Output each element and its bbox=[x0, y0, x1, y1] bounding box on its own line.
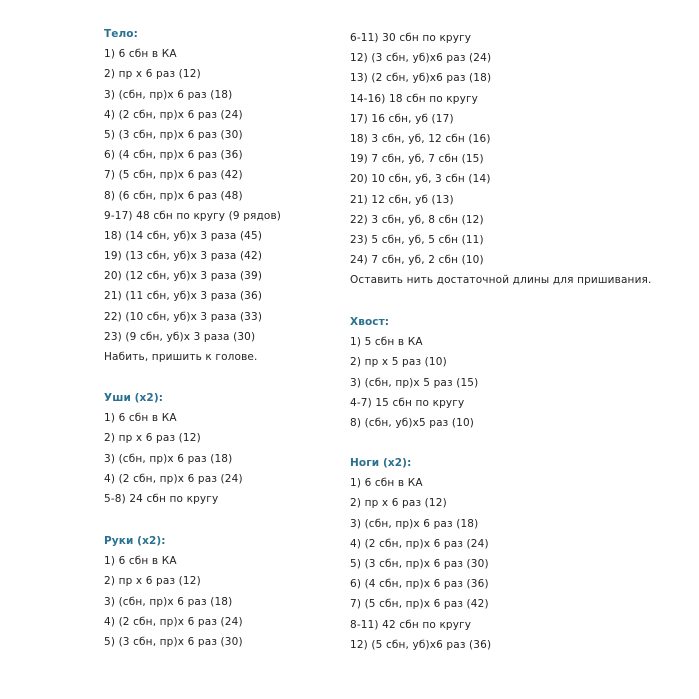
pattern-row: 2) пр х 6 раз (12) bbox=[104, 575, 201, 588]
pattern-row: 3) (сбн, пр)х 6 раз (18) bbox=[104, 88, 233, 101]
pattern-row: 5) (3 сбн, пр)х 6 раз (30) bbox=[104, 128, 243, 141]
pattern-row: 1) 6 сбн в КА bbox=[350, 477, 423, 490]
pattern-row: 12) (5 сбн, уб)х6 раз (36) bbox=[350, 638, 492, 651]
pattern-row: 18) (14 сбн, уб)х 3 раза (45) bbox=[104, 229, 263, 242]
pattern-row: 8-11) 42 сбн по кругу bbox=[350, 618, 472, 631]
pattern-row: 5-8) 24 сбн по кругу bbox=[104, 492, 219, 505]
pattern-row: 3) (сбн, пр)х 6 раз (18) bbox=[104, 595, 233, 608]
pattern-row: 21) 12 сбн, уб (13) bbox=[350, 193, 454, 206]
pattern-row: 9-17) 48 сбн по кругу (9 рядов) bbox=[104, 209, 282, 222]
pattern-row: 6-11) 30 сбн по кругу bbox=[350, 32, 472, 44]
section-arms bbox=[104, 531, 243, 652]
section-arms-continued bbox=[350, 28, 652, 290]
pattern-row: 8) (сбн, уб)х5 раз (10) bbox=[350, 416, 475, 429]
pattern-row: 18) 3 сбн, уб, 12 сбн (16) bbox=[350, 132, 491, 145]
pattern-row: 7) (5 сбн, пр)х 6 раз (42) bbox=[350, 598, 489, 611]
pattern-row: 5) (3 сбн, пр)х 6 раз (30) bbox=[104, 635, 243, 648]
pattern-row: 6) (4 сбн, пр)х 6 раз (36) bbox=[350, 578, 489, 591]
pattern-note: Оставить нить достаточной длины для пришивания. bbox=[350, 274, 652, 287]
pattern-row: 21) (11 сбн, уб)х 3 раза (36) bbox=[104, 290, 263, 303]
pattern-row: 5) (3 сбн, пр)х 6 раз (30) bbox=[350, 557, 489, 570]
pattern-row: 13) (2 сбн, уб)х6 раз (18) bbox=[350, 72, 492, 85]
pattern-row: 3) (сбн, пр)х 6 раз (18) bbox=[350, 517, 479, 530]
pattern-note: Набить, пришить к голове. bbox=[104, 351, 258, 363]
pattern-row: 8) (6 сбн, пр)х 6 раз (48) bbox=[104, 189, 243, 202]
pattern-row: 20) (12 сбн, уб)х 3 раза (39) bbox=[104, 270, 263, 283]
section-title: Ноги (х2): bbox=[350, 457, 412, 469]
section-tail bbox=[350, 312, 478, 433]
pattern-row: 23) 5 сбн, уб, 5 сбн (11) bbox=[350, 233, 484, 246]
section-title: Руки (х2): bbox=[104, 535, 166, 547]
pattern-row: 3) (сбн, пр)х 5 раз (15) bbox=[350, 376, 479, 389]
section-title: Хвост: bbox=[350, 316, 390, 328]
pattern-row: 2) пр х 6 раз (12) bbox=[104, 432, 201, 445]
section-title: Тело: bbox=[104, 28, 138, 40]
pattern-row: 14-16) 18 сбн по кругу bbox=[350, 92, 478, 105]
pattern-row: 19) (13 сбн, уб)х 3 раза (42) bbox=[104, 250, 263, 263]
pattern-row: 4) (2 сбн, пр)х 6 раз (24) bbox=[104, 615, 243, 628]
pattern-row: 17) 16 сбн, уб (17) bbox=[350, 112, 454, 125]
pattern-row: 19) 7 сбн, уб, 7 сбн (15) bbox=[350, 153, 484, 166]
pattern-row: 1) 6 сбн в КА bbox=[104, 555, 177, 568]
pattern-row: 2) пр х 6 раз (12) bbox=[104, 68, 201, 81]
pattern-row: 2) пр х 6 раз (12) bbox=[350, 497, 447, 510]
pattern-row: 4) (2 сбн, пр)х 6 раз (24) bbox=[104, 472, 243, 485]
pattern-row: 1) 6 сбн в КА bbox=[104, 412, 177, 425]
section-ears bbox=[104, 388, 243, 509]
pattern-row: 1) 5 сбн в КА bbox=[350, 336, 423, 349]
section-body bbox=[104, 24, 281, 367]
pattern-row: 4) (2 сбн, пр)х 6 раз (24) bbox=[104, 108, 243, 121]
pattern-row: 20) 10 сбн, уб, 3 сбн (14) bbox=[350, 173, 491, 186]
pattern-row: 6) (4 сбн, пр)х 6 раз (36) bbox=[104, 149, 243, 162]
section-title: Уши (х2): bbox=[104, 392, 164, 404]
pattern-row: 23) (9 сбн, уб)х 3 раза (30) bbox=[104, 330, 256, 343]
pattern-row: 24) 7 сбн, уб, 2 сбн (10) bbox=[350, 254, 484, 267]
section-legs bbox=[350, 453, 491, 655]
pattern-row: 1) 6 сбн в КА bbox=[104, 48, 177, 61]
pattern-row: 12) (3 сбн, уб)х6 раз (24) bbox=[350, 52, 492, 65]
pattern-row: 4-7) 15 сбн по кругу bbox=[350, 396, 465, 409]
pattern-row: 22) (10 сбн, уб)х 3 раза (33) bbox=[104, 310, 263, 323]
pattern-row: 2) пр х 5 раз (10) bbox=[350, 356, 447, 369]
pattern-row: 22) 3 сбн, уб, 8 сбн (12) bbox=[350, 213, 484, 226]
pattern-row: 3) (сбн, пр)х 6 раз (18) bbox=[104, 452, 233, 465]
pattern-row: 7) (5 сбн, пр)х 6 раз (42) bbox=[104, 169, 243, 182]
pattern-row: 4) (2 сбн, пр)х 6 раз (24) bbox=[350, 537, 489, 550]
